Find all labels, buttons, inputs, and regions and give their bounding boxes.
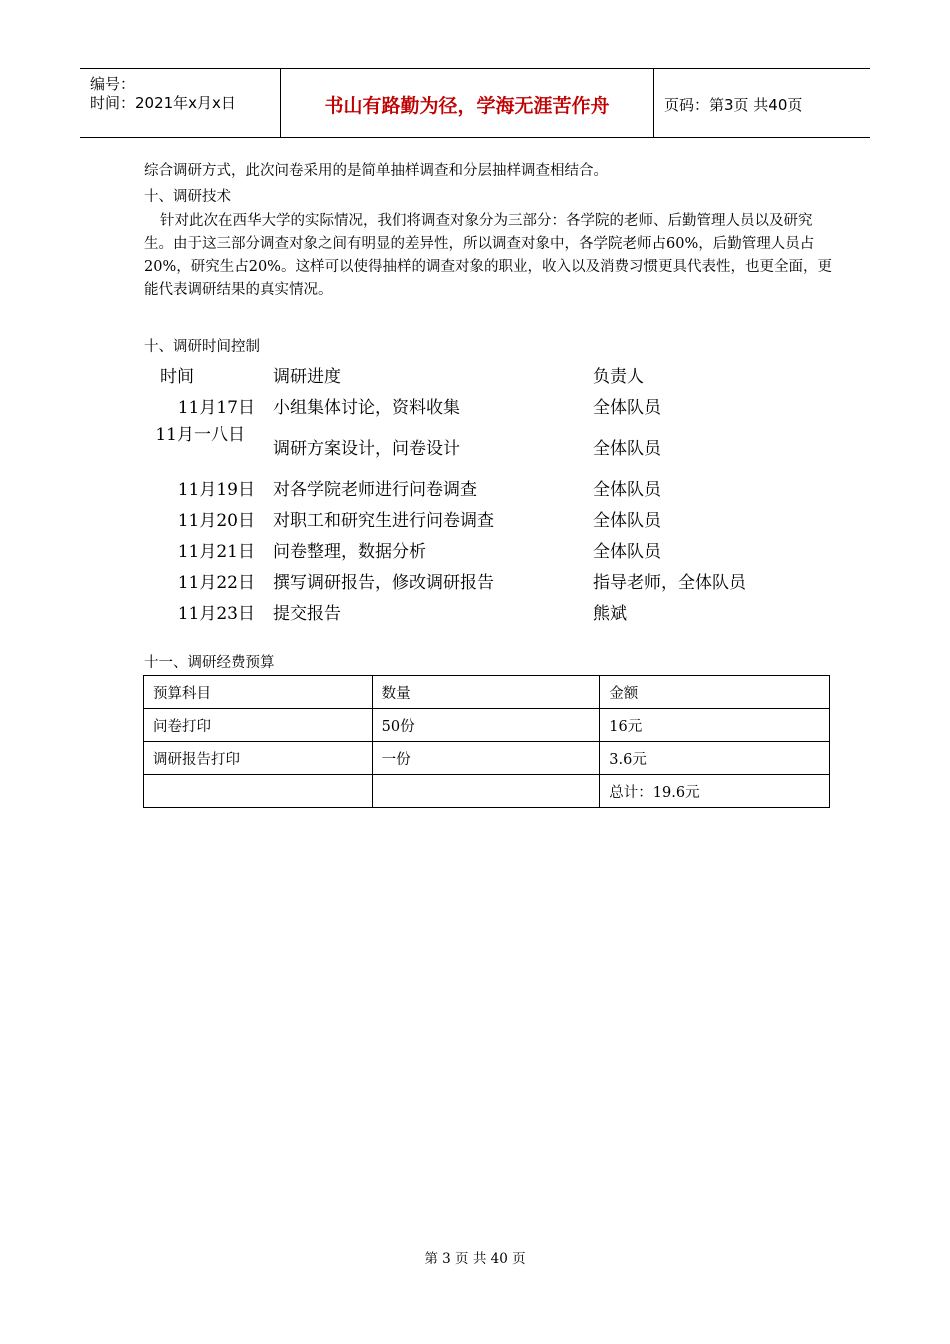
page-header (80, 68, 870, 138)
header-page-info: 页码：第3页 共40页 (664, 96, 803, 114)
budget-amount: 3.6元 (600, 742, 830, 775)
schedule-owner: 全体队员 (593, 542, 661, 562)
header-right-cell (654, 69, 870, 137)
schedule-owner: 全体队员 (593, 398, 661, 418)
budget-header-amount: 金额 (600, 676, 830, 709)
budget-header-row (144, 676, 830, 709)
budget-row (144, 742, 830, 775)
schedule-date: 11月一八日 (155, 425, 245, 445)
schedule-date: 11月22日 (177, 573, 255, 593)
schedule-header-owner: 负责人 (593, 367, 644, 387)
schedule-header-time: 时间 (160, 367, 194, 387)
budget-quantity (372, 775, 600, 808)
header-left-cell (80, 69, 281, 137)
heading-survey-technique: 十、调研技术 (144, 189, 231, 205)
schedule-task: 撰写调研报告，修改调研报告 (273, 573, 494, 593)
heading-schedule: 十、调研时间控制 (144, 339, 260, 355)
paragraph-survey-technique: 针对此次在西华大学的实际情况，我们将调查对象分为三部分：各学院的老师、后勤管理人员以及研究生。由于这三部分调查对象之间有明显的差异性，所以调查对象中，各学院老师占60%，后勤管理人员占20%，研究生占20%。这样可以使得抽样的调查对象的职业，收入以及消费习惯更具代表性，也更全面，更能代表调研结果的真实情况。 (144, 213, 832, 298)
paragraph-survey-method: 综合调研方式，此次问卷采用的是简单抽样调查和分层抽样调查相结合。 (144, 163, 608, 179)
budget-header-item: 预算科目 (144, 676, 373, 709)
budget-quantity: 50份 (372, 709, 600, 742)
schedule-date: 11月19日 (177, 480, 255, 500)
budget-amount: 16元 (600, 709, 830, 742)
schedule-task: 调研方案设计，问卷设计 (273, 439, 460, 459)
schedule-owner: 全体队员 (593, 439, 661, 459)
header-motto: 书山有路勤为径，学海无涯苦作舟 (324, 95, 610, 117)
schedule-date: 11月20日 (177, 511, 255, 531)
schedule-owner: 熊斌 (593, 604, 627, 624)
schedule-task: 对职工和研究生进行问卷调查 (273, 511, 494, 531)
doc-time-label: 时间：2021年x月x日 (90, 94, 236, 112)
budget-item: 调研报告打印 (144, 742, 373, 775)
budget-quantity: 一份 (372, 742, 600, 775)
schedule-owner: 全体队员 (593, 511, 661, 531)
budget-header-quantity: 数量 (372, 676, 600, 709)
page-footer: 第 3 页 共 40 页 (424, 1251, 526, 1267)
budget-row (144, 709, 830, 742)
schedule-date: 11月17日 (177, 398, 255, 418)
schedule-task: 小组集体讨论，资料收集 (273, 398, 460, 418)
schedule-date: 11月21日 (177, 542, 255, 562)
schedule-header-progress: 调研进度 (273, 367, 341, 387)
doc-number-label: 编号： (90, 75, 136, 93)
schedule-task: 对各学院老师进行问卷调查 (273, 480, 477, 500)
schedule-owner: 全体队员 (593, 480, 661, 500)
budget-table (143, 675, 830, 808)
budget-item: 问卷打印 (144, 709, 373, 742)
budget-total: 总计：19.6元 (600, 775, 830, 808)
budget-total-row (144, 775, 830, 808)
header-middle-cell (281, 69, 654, 137)
heading-budget: 十一、调研经费预算 (144, 655, 275, 671)
schedule-task: 提交报告 (273, 604, 341, 624)
schedule-date: 11月23日 (177, 604, 255, 624)
schedule-owner: 指导老师，全体队员 (593, 573, 746, 593)
budget-item (144, 775, 373, 808)
schedule-task: 问卷整理，数据分析 (273, 542, 426, 562)
